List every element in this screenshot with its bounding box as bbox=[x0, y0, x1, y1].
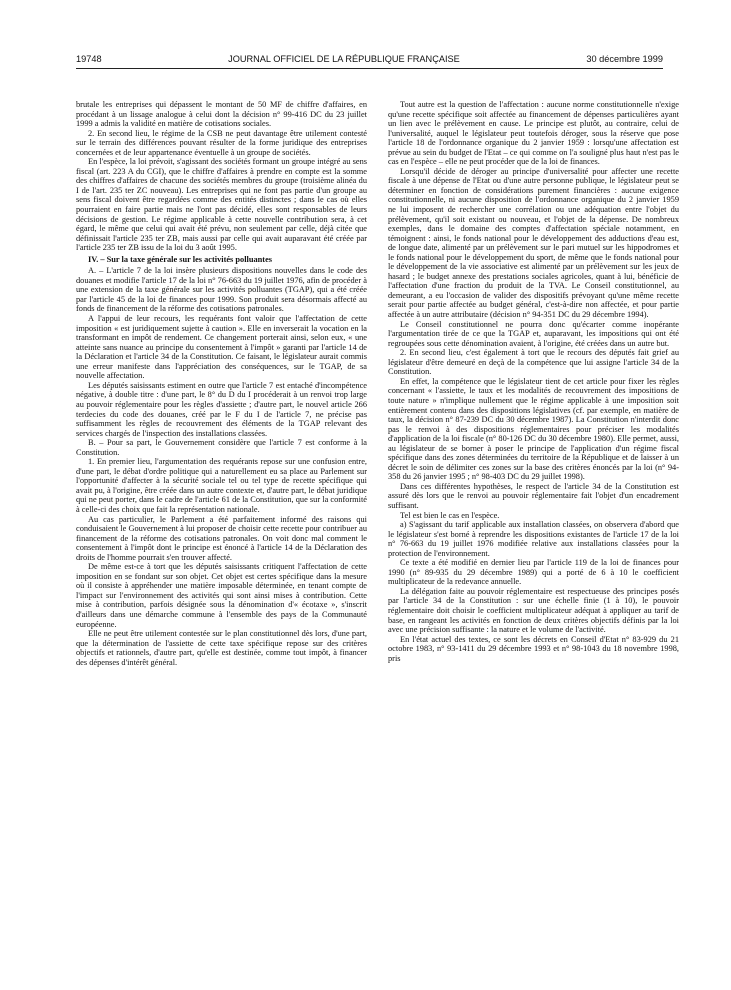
page-header bbox=[76, 52, 663, 66]
paragraph: 1. En premier lieu, l'argumentation des requérants repose sur une confusion entre, d'une part, le débat d'ordre politique qui a naturellement eu sa place au Parlement sur l'opportunité d'affecter à la sécurité sociale tel ou tel type de recette spécifique qui avait pu, à l'origine, être créée dans un autre contexte et, d'autre part, le débat juridique qui ne peut porter, dans le cadre de l'article 61 de la Constitution, que sur la conformité à celle-ci des choix que fait la représentation nationale. bbox=[76, 457, 367, 514]
journal-title: JOURNAL OFFICIEL DE LA RÉPUBLIQUE FRANÇAISE bbox=[228, 54, 460, 64]
issue-date: 30 décembre 1999 bbox=[586, 54, 663, 64]
paragraph: Tel est bien le cas en l'espèce. bbox=[400, 510, 500, 520]
paragraph: Elle ne peut être utilement contestée sur le plan constitutionnel dès lors, d'une part, que la détermination de l'assiette de cette taxe spécifique repose sur des critères objectifs et rationnels, d'autre part, qu'elle est destinée, comme tout impôt, à financer des dépenses d'intérêt général. bbox=[76, 629, 367, 667]
right-column bbox=[388, 100, 679, 663]
page-number: 19748 bbox=[76, 54, 102, 64]
header-rule bbox=[76, 68, 663, 69]
paragraph: De même est-ce à tort que les députés saisissants critiquent l'affectation de cette imposition en se fondant sur son objet. Cet objet est certes spécifique dans la mesure où il consiste à appréhender une matière imposable déterminée, en tenant compte de l'impact sur l'environnement des activités qui sont ainsi mises à contribution. Cette mise à contribution, parfois désignée sous la dénomination d'« écotaxe », s'inscrit d'ailleurs dans une démarche commune à l'ensemble des pays de la Communauté européenne. bbox=[76, 562, 367, 629]
paragraph: Au cas particulier, le Parlement a été parfaitement informé des raisons qui conduisaient le Gouvernement à lui proposer de choisir cette recette pour contribuer au financement de la réforme des cotisations patronales. On voit donc mal comment le consentement à l'impôt dont le principe est énoncé à l'article 14 de la Déclaration des droits de l'homme pourrait s'en trouver affecté. bbox=[76, 514, 367, 562]
paragraph: 2. En second lieu, c'est également à tort que le recours des députés fait grief au législateur d'être demeuré en deçà de la compétence que lui assigne l'article 34 de la Constitution. bbox=[388, 348, 679, 377]
section-heading: IV. – Sur la taxe générale sur les activités polluantes bbox=[88, 254, 273, 264]
paragraph: En effet, la compétence que le législateur tient de cet article pour fixer les règles concernant « l'assiette, le taux et les modalités de recouvrement des impositions de toute nature » n'implique nullement que le régime applicable à une imposition soit entièrement contenu dans des dispositions législatives (cf. par exemple, en matière de taux, la décision n° 87-239 DC du 30 décembre 1987). La Constitution n'interdit donc pas le renvoi à des dispositions réglementaires pour préciser les modalités d'application de la loi fiscale (n° 80-126 DC du 30 décembre 1980). Elle permet, aussi, au législateur de se borner à poser le principe de l'application d'un régime fiscal spécifique dans des zones déterminées du territoire de la République et de laisser à un décret le soin de délimiter ces zones sur la base des critères énoncés par la loi (n° 94-358 du 26 janvier 1995 ; n° 98-403 DC du 29 juillet 1998). bbox=[388, 376, 679, 482]
paragraph: Lorsqu'il décide de déroger au principe d'universalité pour affecter une recette fiscale à une dépense de l'Etat ou d'une autre personne publique, le législateur peut se déterminer en fonction de considérations purement financières : aucune exigence constitutionnelle, ni aucune disposition de l'ordonnance organique du 2 janvier 1959 ne lui imposent de rechercher une corrélation ou une adéquation entre l'objet du prélèvement, qu'il soit existant ou nouveau, et l'objet de la dépense. De nombreux exemples, dans le domaine des comptes d'affectation spéciale notamment, en témoignent : ainsi, le fonds national pour le développement des adductions d'eau est, de longue date, alimenté par un prélèvement sur le pari mutuel sur les hippodromes et le fonds national pour le développement du sport, de même que le fonds national pour le développement de la vie associative est alimenté par un prélèvement sur les jeux de hasard ; le budget annexe des prestations sociales agricoles, quant à lui, bénéficie de l'affectation d'une fraction du produit de la TVA. Le Conseil constitutionnel, au demeurant, a eu l'occasion de valider des dispositifs prévoyant qu'une même recette serait pour partie affectée au budget général, c'est-à-dire non affectée, et pour partie affectée à un autre attributaire (décision n° 94-351 DC du 29 décembre 1994). bbox=[388, 166, 679, 320]
paragraph: Dans ces différentes hypothèses, le respect de l'article 34 de la Constitution est assuré dès lors que le renvoi au pouvoir réglementaire fait l'objet d'un encadrement suffisant. bbox=[388, 481, 679, 510]
paragraph: En l'état actuel des textes, ce sont les décrets en Conseil d'Etat n° 83-929 du 21 octobre 1983, n° 93-1411 du 29 décembre 1993 et n° 98-1043 du 18 novembre 1998, pris bbox=[388, 634, 679, 663]
paragraph: Ce texte a été modifié en dernier lieu par l'article 119 de la loi de finances pour 1990 (n° 89-935 du 29 décembre 1989) qui a porté de 6 à 10 le coefficient multiplicateur de la redevance annuelle. bbox=[388, 558, 679, 587]
left-column bbox=[76, 100, 367, 667]
paragraph: brutale les entreprises qui dépassent le montant de 50 MF de chiffre d'affaires, en procédant à un lissage analogue à celui dont la décision n° 99-416 DC du 23 juillet 1999 a admis la validité en matière de cotisations sociales. bbox=[76, 100, 367, 129]
paragraph: Le Conseil constitutionnel ne pourra donc qu'écarter comme inopérante l'argumentation tirée de ce que la TGAP et, auparavant, les impositions qui ont été regroupées sous cette dénomination avaient, à l'origine, été créées dans un autre but. bbox=[388, 319, 679, 348]
paragraph: 2. En second lieu, le régime de la CSB ne peut davantage être utilement contesté sur le terrain des différences pouvant résulter de la forme juridique des entreprises concernées et de leur appartenance éventuelle à un groupe de sociétés. bbox=[76, 128, 367, 157]
paragraph: B. – Pour sa part, le Gouvernement considère que l'article 7 est conforme à la Constitution. bbox=[76, 438, 367, 457]
paragraph: a) S'agissant du tarif applicable aux installation classées, on observera d'abord que le législateur s'est borné à reprendre les dispositions existantes de l'article 17 de la loi n° 76-663 du 19 juillet 1976 modifiée relative aux installations classées pour la protection de l'environnement. bbox=[388, 520, 679, 558]
paragraph: En l'espèce, la loi prévoit, s'agissant des sociétés formant un groupe intégré au sens fiscal (art. 223 A du CGI), que le chiffre d'affaires à prendre en compte est la somme des chiffres d'affaires de chacune des sociétés membres du groupe (troisième alinéa du I de l'art. 235 ter ZC nouveau). Les entreprises qui ne font pas partie d'un groupe au sens fiscal doivent être regardées comme des entités distinctes ; dans le cas où elles pourraient en faire partie mais ne l'ont pas décidé, elles sont responsables de leurs décisions de gestion. Le régime applicable à cette nouvelle contribution sera, à cet égard, le même que celui qui avait été prévu, non seulement par celle, déjà citée que définissait l'article 235 ter ZB, mais aussi par celle qui avait auparavant été créée par l'article 235 ter ZB issu de la loi du 3 août 1995. bbox=[76, 157, 367, 253]
paragraph: Tout autre est la question de l'affectation : aucune norme constitutionnelle n'exige qu'une recette spécifique soit affectée au financement de dépenses particulières ayant un lien avec le prélèvement en cause. Le principe est plutôt, au contraire, celui de l'universalité, auquel le législateur peut toutefois déroger, sous la réserve que pose l'article 18 de l'ordonnance organique du 2 janvier 1959 : lorsqu'une affectation est prévue au sein du budget de l'Etat – ce qui comme on l'a souligné plus haut n'est pas le cas en l'espèce – elle ne peut procéder que de la loi de finances. bbox=[388, 100, 679, 167]
paragraph: La délégation faite au pouvoir réglementaire est respectueuse des principes posés par l'article 34 de la Constitution : sur une échelle finie (1 à 10), le pouvoir réglementaire doit choisir le coefficient multiplicateur adéquat à appliquer au tarif de base, en rangeant les activités en fonction de deux critères objectifs définis par la loi avec une précision suffisante : la nature et le volume de l'activité. bbox=[388, 586, 679, 635]
paragraph: Les députés saisissants estiment en outre que l'article 7 est entaché d'incompétence négative, à double titre : d'une part, le 8° du D du I procéderait à un renvoi trop large au pouvoir réglementaire pour les règles d'assiette ; d'autre part, le nouvel article 266 terdecies du code des douanes, créé par le F du I de l'article 7, ne précise pas suffisamment les règles de recouvrement des éléments de la TGAP relevant des services chargés de l'inspection des installations classées. bbox=[76, 380, 367, 438]
paragraph: A. – L'article 7 de la loi insère plusieurs dispositions nouvelles dans le code des douanes et modifie l'article 17 de la loi n° 76-663 du 19 juillet 1976, afin de procéder à une extension de la taxe générale sur les activités polluantes (TGAP), qui a été créée par l'article 45 de la loi de finances pour 1999. Son produit sera désormais affecté au fonds de financement de la réforme des cotisations patronales. bbox=[76, 266, 367, 314]
paragraph: A l'appui de leur recours, les requérants font valoir que l'affectation de cette imposition « est juridiquement sujette à caution ». Elle en inverserait la vocation en la transformant en impôt de rendement. Ce changement porterait ainsi, selon eux, « une atteinte sans nuance au principe du consentement à l'impôt » garanti par l'article 14 de la Déclaration et l'article 34 de la Constitution. Ce faisant, le législateur aurait commis une erreur manifeste dans l'appréciation des conséquences, sur le TGAP, de sa nouvelle affectation. bbox=[76, 314, 367, 381]
